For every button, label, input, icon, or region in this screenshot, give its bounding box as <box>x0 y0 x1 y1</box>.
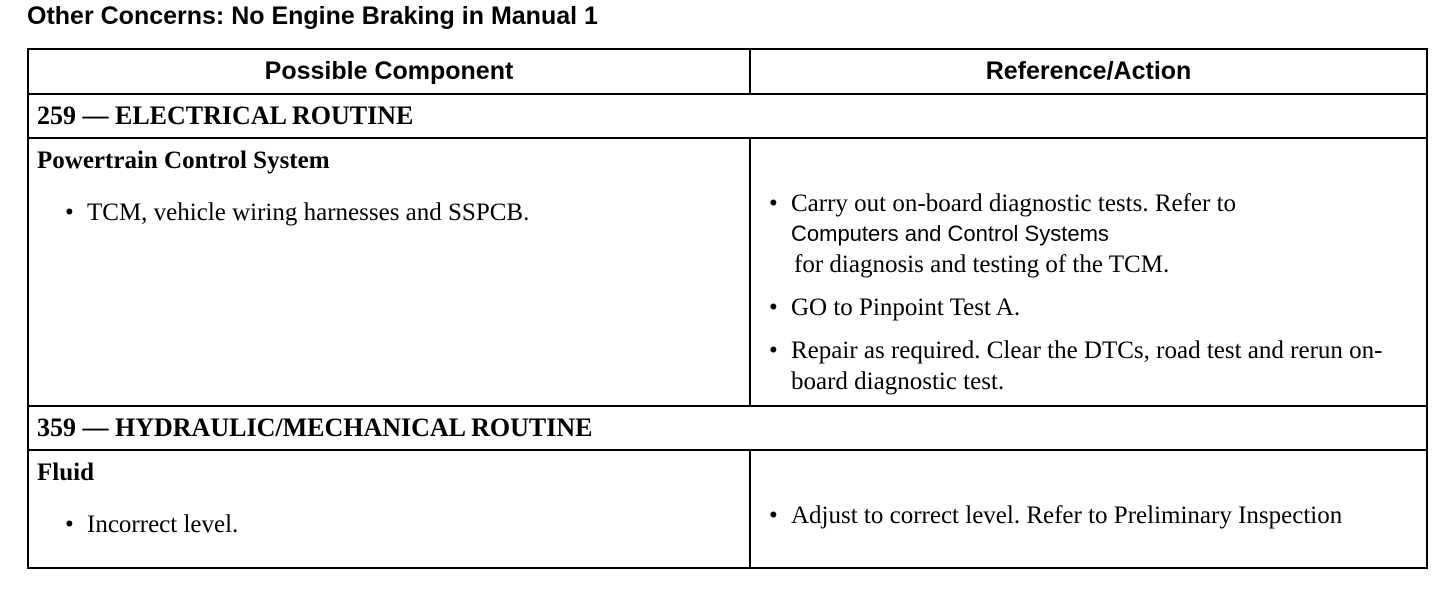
list-item: • Adjust to correct level. Refer to Preliminary Inspection <box>791 500 1426 531</box>
list-item: • Incorrect level. <box>87 509 749 540</box>
component-list <box>29 179 749 228</box>
component-list <box>29 491 749 540</box>
header-possible-component: Possible Component <box>28 49 750 94</box>
list-item <box>791 188 1426 280</box>
component-name: Powertrain Control System <box>37 147 330 174</box>
component-cell <box>28 450 750 568</box>
list-item: • TCM, vehicle wiring harnesses and SSPCB. <box>87 197 749 228</box>
routine-row <box>28 406 1427 450</box>
table-row <box>28 138 1427 406</box>
action-text: Carry out on-board diagnostic tests. Refer to <box>791 190 1237 217</box>
action-cell <box>750 138 1427 406</box>
table-row <box>28 450 1427 568</box>
reference-link[interactable]: Computers and Control Systems <box>791 221 1109 246</box>
action-list <box>751 139 1426 397</box>
diagnosis-table <box>27 48 1428 569</box>
list-item: • Repair as required. Clear the DTCs, road test and rerun on-board diagnostic test. <box>791 335 1426 397</box>
routine-title: 259 — ELECTRICAL ROUTINE <box>28 94 1427 138</box>
action-list <box>751 451 1426 531</box>
routine-title: 359 — HYDRAULIC/MECHANICAL ROUTINE <box>28 406 1427 450</box>
page-title: Other Concerns: No Engine Braking in Manual 1 <box>27 2 598 30</box>
header-reference-action: Reference/Action <box>750 49 1427 94</box>
action-text-continued: for diagnosis and testing of the TCM. <box>794 251 1170 278</box>
routine-row <box>28 94 1427 138</box>
list-item: • GO to Pinpoint Test A. <box>791 292 1426 323</box>
action-cell <box>750 450 1427 568</box>
component-cell <box>28 138 750 406</box>
table-header-row <box>28 49 1427 94</box>
component-name: Fluid <box>37 459 94 486</box>
